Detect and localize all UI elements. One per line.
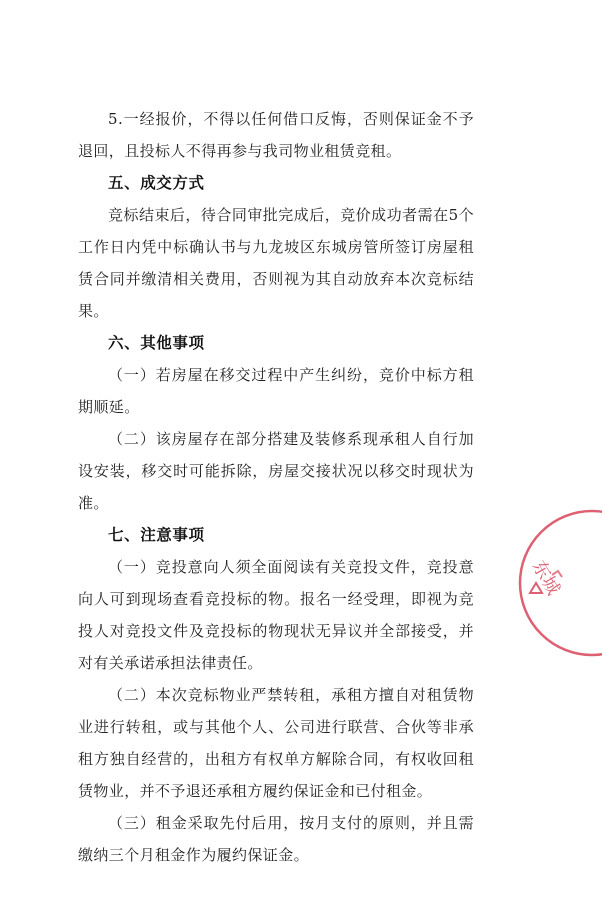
notes-item-1: （一）竞投意向人须全面阅读有关竞投文件，竞投意向人可到现场查看竞投标的物。报名一经受理，即视为竞投人对竞投文件及竞投标的物现状无异议并全部接受，并对有关承诺承担法律责任。: [78, 558, 474, 672]
notes-item-3: （三）租金采取先付后用，按月支付的原则，并且需缴纳三个月租金作为履约保证金。: [78, 814, 474, 864]
notes-item-2: （二）本次竞标物业严禁转租，承租方擅自对租赁物业进行转租，或与其他个人、公司进行联营、合伙等非承租方独自经营的，出租方有权单方解除合同，有权收回租赁物业，并不予退还承租方履约保证金和已付租金。: [78, 686, 474, 800]
other-item-2: （二）该房屋存在部分搭建及装修系现承租人自行加设安装，移交时可能拆除，房屋交接状况以移交时现状为准。: [78, 430, 474, 512]
section-heading-notes: 七、注意事项: [108, 526, 205, 544]
red-seal-stamp: [512, 505, 602, 665]
seal-graphic: [512, 505, 602, 665]
section-heading-transaction: 五、成交方式: [108, 174, 205, 192]
transaction-paragraph: 竞标结束后，待合同审批完成后，竞价成功者需在5个工作日内凭中标确认书与九龙坡区东城房管所签订房屋租赁合同并缴清相关费用，否则视为其自动放弃本次竞标结果。: [78, 206, 474, 320]
clause-5: 5.一经报价，不得以任何借口反悔，否则保证金不予退回，且投标人不得再参与我司物业租赁竞租。: [78, 110, 474, 160]
other-item-1: （一）若房屋在移交过程中产生纠纷，竞价中标方租期顺延。: [78, 366, 474, 416]
document-body: [78, 103, 474, 871]
svg-text:东城: 东城: [527, 557, 564, 599]
section-heading-other: 六、其他事项: [108, 334, 205, 352]
